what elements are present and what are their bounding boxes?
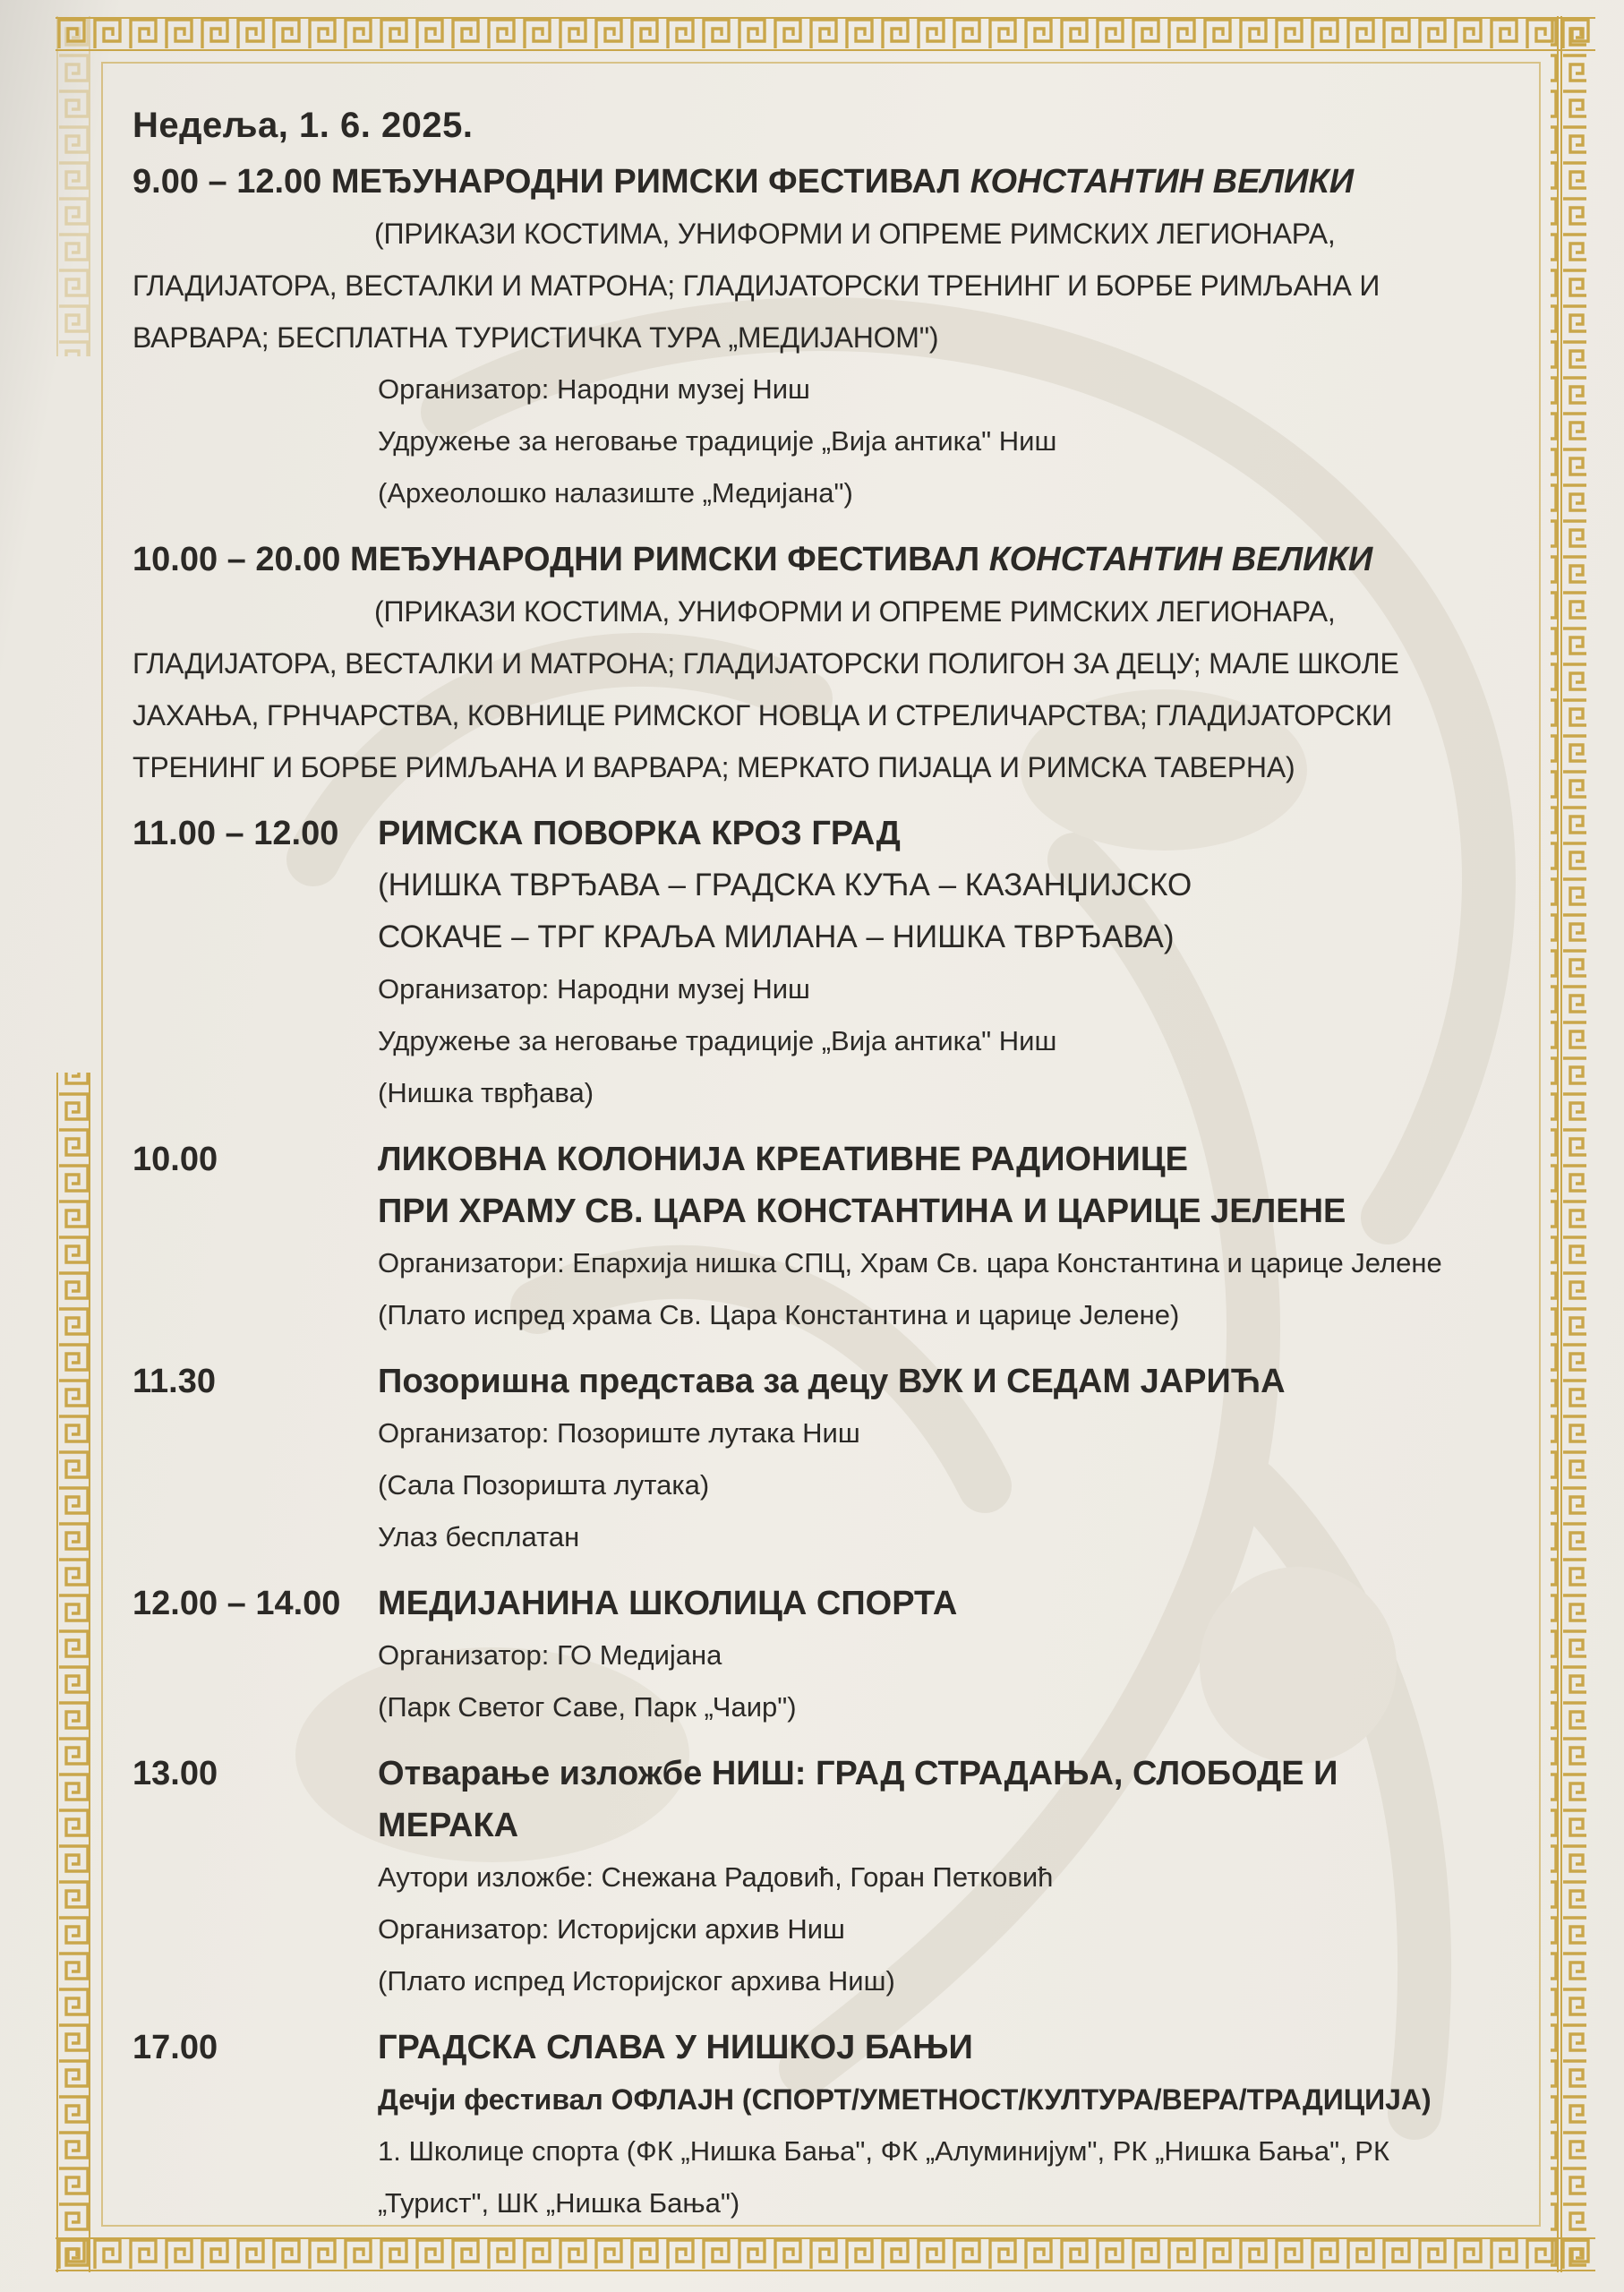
event-title (378, 1356, 1475, 1407)
event-time: 13.00 (132, 1755, 218, 1792)
event-route-line-2: СОКАЧЕ – ТРГ КРАЉА МИЛАНА – НИШКА ТВРЂАВА) (378, 919, 1175, 954)
event-title: РИМСКА ПОВОРКА КРОЗ ГРАД (378, 815, 901, 852)
event-header (132, 534, 1511, 586)
event-admission: Улаз бесплатан (378, 1521, 580, 1552)
event-title-italic: КОНСТАНТИН ВЕЛИКИ (988, 541, 1373, 578)
event-time: 11.30 (132, 1363, 216, 1400)
event-title-italic: КОНСТАНТИН ВЕЛИКИ (970, 163, 1355, 201)
event-time: 17.00 (132, 2029, 218, 2066)
event-title (378, 1748, 1475, 1852)
event-organizer: Организатор: Историјски архив Ниш (378, 1913, 845, 1945)
event-co-organizer: Удружење за неговање традиције „Вија антика" Ниш (378, 1025, 1057, 1056)
event-city-feast (132, 2022, 1511, 2229)
event-title-caps: ВУК И СЕДАМ ЈАРИЋА (897, 1363, 1286, 1400)
event-co-organizer: Удружење за неговање традиције „Вија антика" Ниш (378, 425, 1057, 457)
program-content (132, 97, 1511, 2244)
event-body (378, 1133, 1511, 1341)
event-title-caps: НИШ: ГРАД СТРАДАЊА, СЛОБОДЕ И МЕРАКА (378, 1755, 1338, 1844)
event-exhibition-opening (132, 1748, 1511, 2007)
event-body (378, 1356, 1511, 1563)
event-location: (Сала Позоришта лутака) (378, 1469, 710, 1501)
event-organizer: Организатор: Народни музеј Ниш (378, 373, 810, 405)
event-location: (Парк Светог Саве, Парк „Чаир") (378, 1691, 797, 1723)
program-date: Недеља, 1. 6. 2025. (132, 106, 474, 145)
event-time: 10.00 (132, 1141, 218, 1178)
event-details (132, 363, 1511, 519)
event-puppet-show (132, 1356, 1511, 1563)
event-body (378, 808, 1511, 1119)
event-location: (Нишка тврђава) (378, 1077, 594, 1108)
event-body (378, 1578, 1511, 1733)
event-time: 11.00 – 12.00 (132, 815, 339, 852)
event-time: 9.00 – 12.00 (132, 163, 322, 201)
event-location: (Плато испред храма Св. Цара Константина и царице Јелене) (378, 1299, 1180, 1330)
event-title: МЕЂУНАРОДНИ РИМСКИ ФЕСТИВАЛ (350, 541, 980, 578)
event-organizer: Организатор: Позориште лутака Ниш (378, 1417, 860, 1449)
event-route-line-1: (НИШКА ТВРЂАВА – ГРАДСКА КУЋА – КАЗАНЏИЈСКО (378, 868, 1192, 902)
event-organizer: Организатор: Народни музеј Ниш (378, 973, 810, 1005)
event-description: (ПРИКАЗИ КОСТИМА, УНИФОРМИ И ОПРЕМЕ РИМСКИХ ЛЕГИОНАРА, ГЛАДИЈАТОРА, ВЕСТАЛКИ И МАТРОНА; ГЛАДИЈАТОРСКИ ПОЛИГОН ЗА ДЕЦУ; МАЛЕ ШКОЛЕ ЈАХАЊА, ГРНЧАРСТВА, КОВНИЦЕ РИМСКОГ НОВЦА И СТРЕЛИЧАРСТВА; ГЛАДИЈАТОРСКИ ТРЕНИНГ И БОРБЕ РИМЉАНА И ВАРВАРА; МЕРКАТО ПИЈАЦА И РИМСКА ТАВЕРНА) (132, 595, 1399, 783)
event-organizer: Организатори: Епархија нишка СПЦ, Храм Св. цара Константина и царице Јелене (378, 1247, 1442, 1279)
event-location: (Археолошко налазиште „Медијана") (378, 477, 853, 509)
event-organizer: Организатор: ГО Медијана (378, 1639, 722, 1671)
event-title-line-2: ПРИ ХРАМУ СВ. ЦАРА КОНСТАНТИНА И ЦАРИЦЕ ЈЕЛЕНЕ (378, 1193, 1346, 1230)
event-roman-festival-day (132, 534, 1511, 793)
event-roman-procession (132, 808, 1511, 1119)
event-time: 12.00 – 14.00 (132, 1585, 341, 1622)
event-description: (ПРИКАЗИ КОСТИМА, УНИФОРМИ И ОПРЕМЕ РИМСКИХ ЛЕГИОНАРА, ГЛАДИЈАТОРА, ВЕСТАЛКИ И МАТРОНА; ГЛАДИЈАТОРСКИ ТРЕНИНГ И БОРБЕ РИМЉАНА И ВАРВАРА; БЕСПЛАТНА ТУРИСТИЧКА ТУРА „МЕДИЈАНОМ") (132, 218, 1380, 354)
event-title-plain: Отварање изложбе (378, 1755, 703, 1792)
event-sport-school (132, 1578, 1511, 1733)
event-title-plain: Позоришна представа за децу (378, 1363, 889, 1400)
event-art-colony (132, 1133, 1511, 1341)
event-title: МЕДИЈАНИНА ШКОЛИЦА СПОРТА (378, 1585, 958, 1622)
event-title: МЕЂУНАРОДНИ РИМСКИ ФЕСТИВАЛ (330, 163, 962, 201)
event-authors: Аутори изложбе: Снежана Радовић, Горан Петковић (378, 1861, 1054, 1893)
event-location: (Плато испред Историјског архива Ниш) (378, 1965, 895, 1997)
event-title-line-1: ЛИКОВНА КОЛОНИЈА КРЕАТИВНЕ РАДИОНИЦЕ (378, 1141, 1188, 1178)
event-body (378, 2022, 1511, 2229)
event-body (378, 1748, 1511, 2007)
event-item: 1. Школице спорта (ФК „Нишка Бања", ФК „Алуминијум", РК „Нишка Бања", РК „Турист", ШК „Нишка Бања") (378, 2135, 1390, 2219)
event-header (132, 156, 1511, 208)
event-subtitle: Дечји фестивал ОФЛАЈН (СПОРТ/УМЕТНОСТ/КУЛТУРА/ВЕРА/ТРАДИЦИЈА) (378, 2083, 1432, 2116)
event-title: ГРАДСКА СЛАВА У НИШКОЈ БАЊИ (378, 2029, 973, 2066)
event-time: 10.00 – 20.00 (132, 541, 341, 578)
event-roman-festival-morning (132, 156, 1511, 519)
